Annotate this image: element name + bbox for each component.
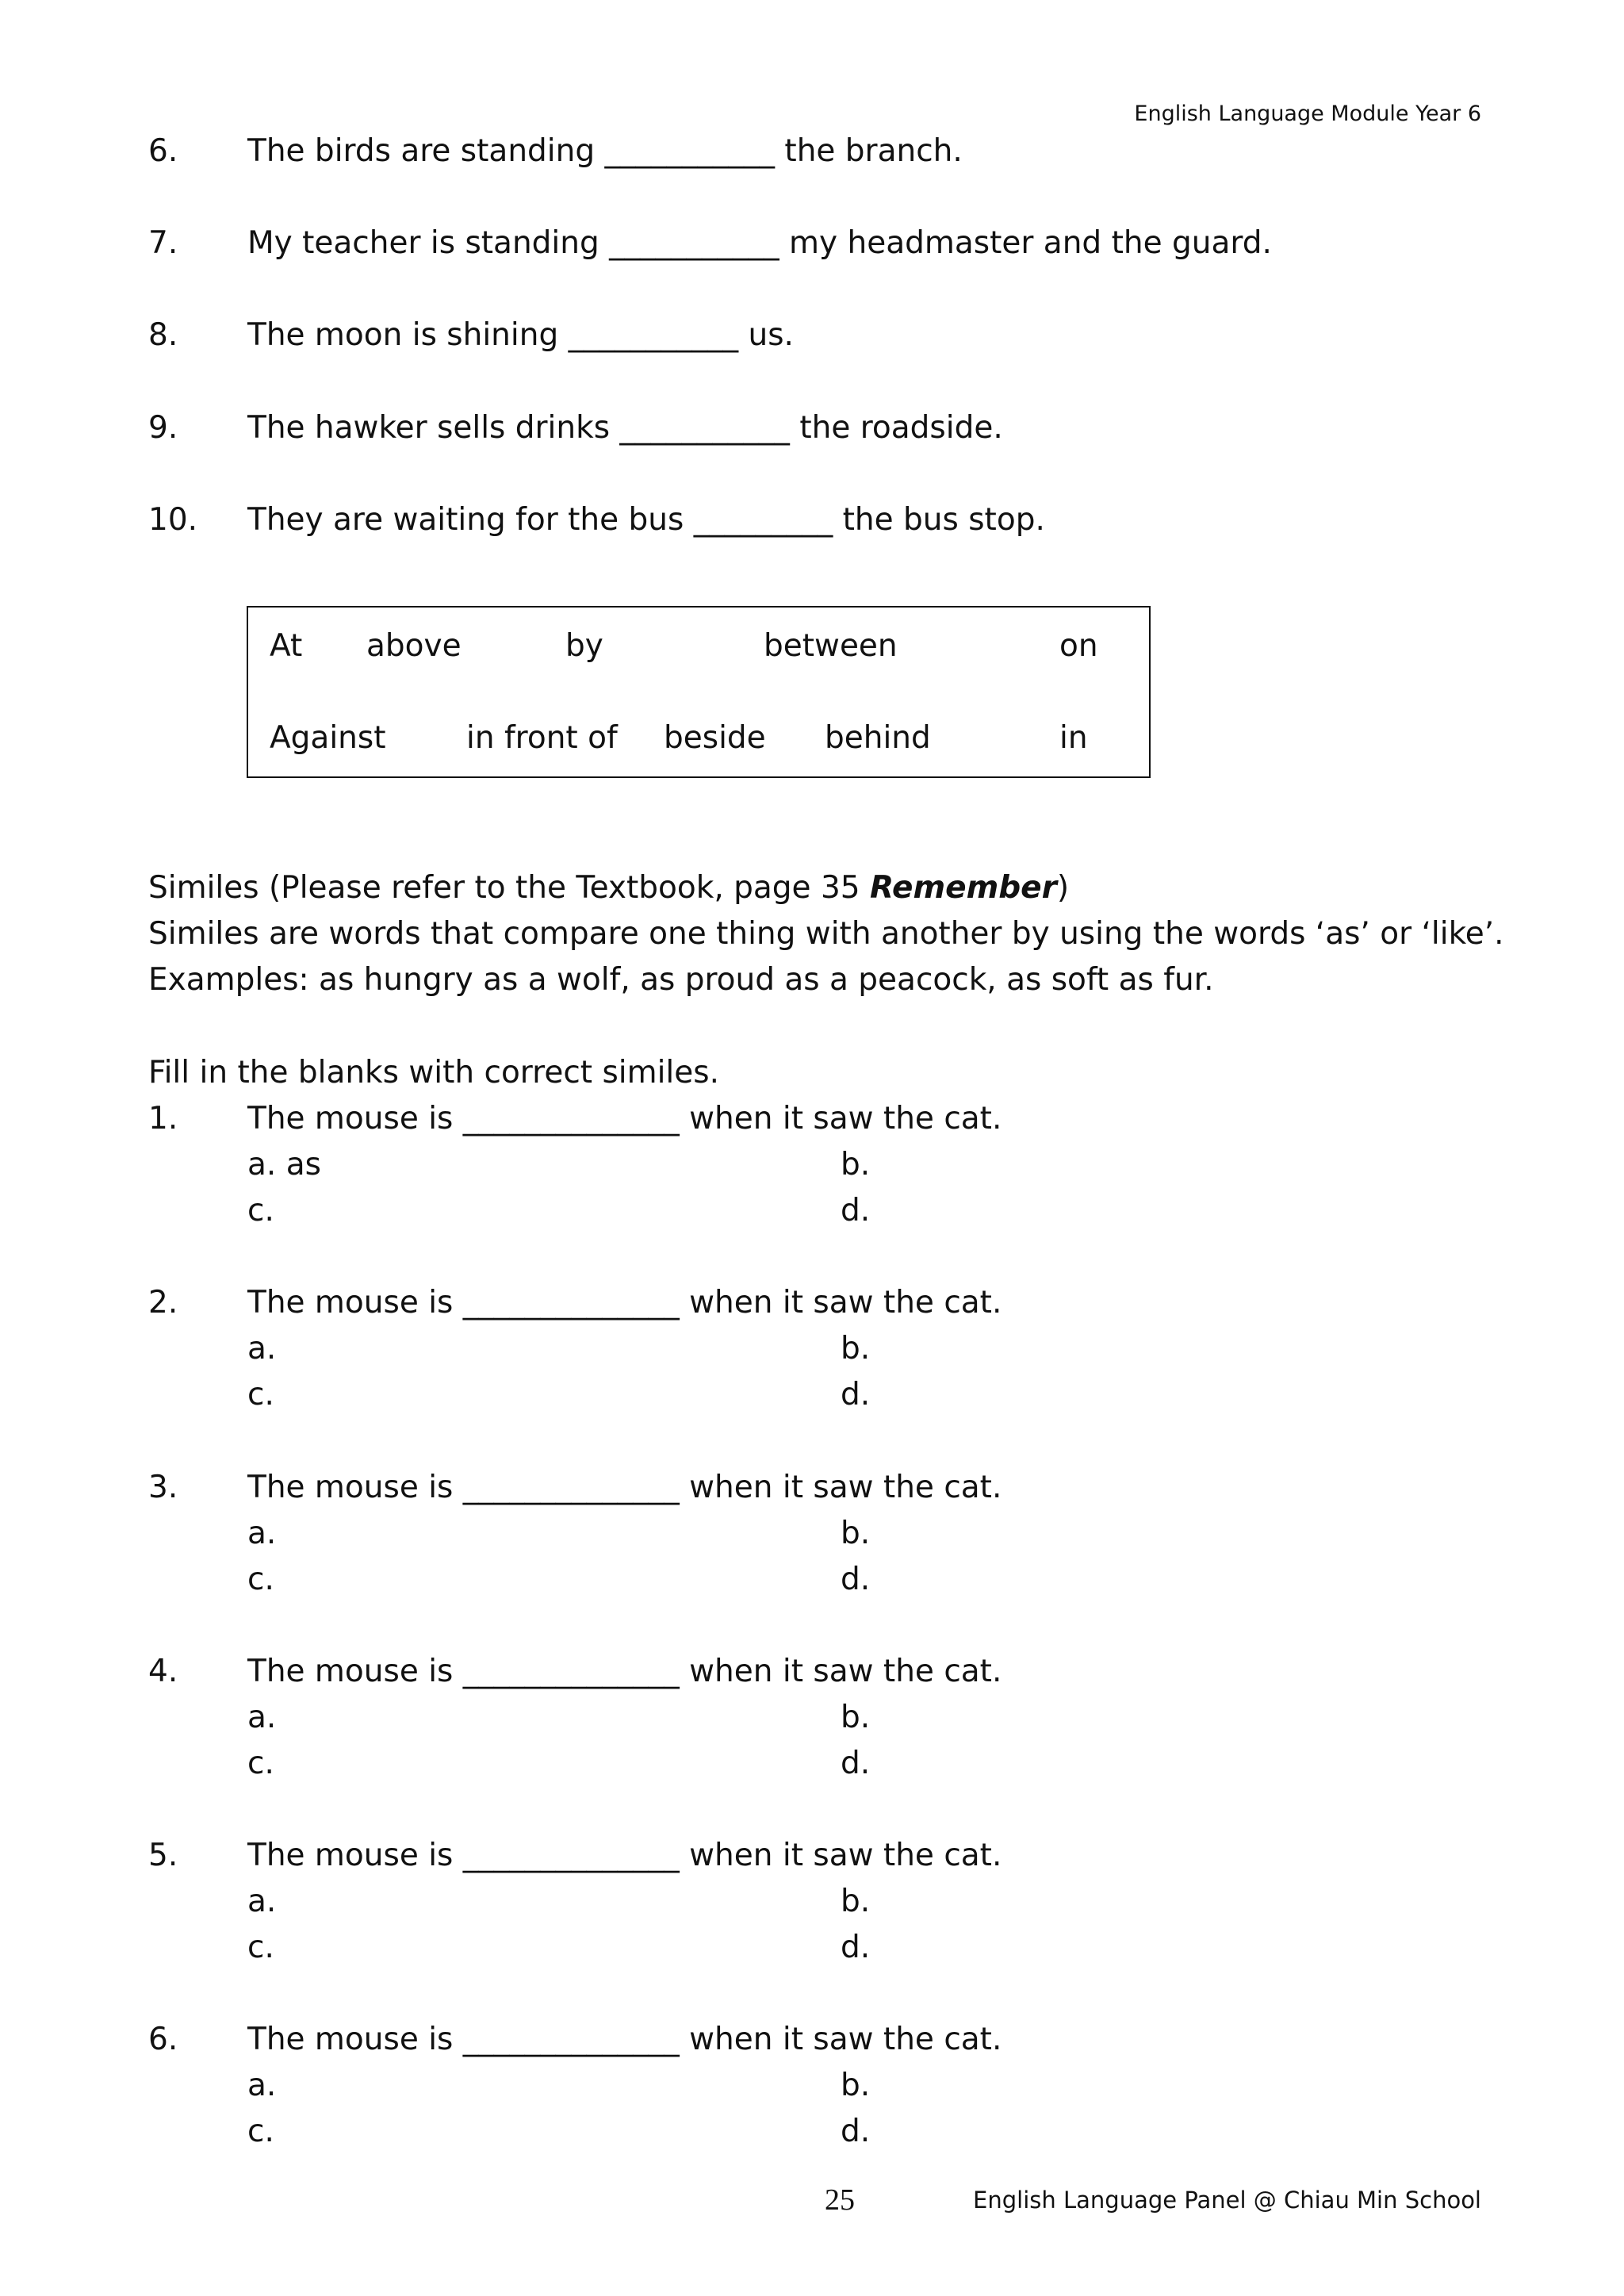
option-a[interactable]: a. <box>247 1884 277 1919</box>
answer-blank[interactable]: ___________ <box>568 317 739 353</box>
question-number: 7. <box>148 225 178 261</box>
sentence-start: The moon is shining <box>247 317 569 353</box>
option-b[interactable]: b. <box>841 2068 871 2103</box>
simile-question <box>247 1285 1002 1320</box>
option-c[interactable]: c. <box>247 1562 274 1597</box>
option-d[interactable]: d. <box>841 1746 871 1781</box>
answer-blank[interactable]: ___________ <box>619 410 790 446</box>
word-option: Against <box>270 720 386 756</box>
similes-title <box>148 870 1069 906</box>
footer-credit: English Language Panel @ Chiau Min School <box>973 2187 1481 2214</box>
sentence-start: They are waiting for the bus <box>247 502 694 538</box>
answer-blank[interactable]: ___________ <box>604 133 775 169</box>
sentence-end: when it saw the cat. <box>679 1838 1002 1873</box>
sentence-end: the branch. <box>775 133 963 169</box>
answer-blank[interactable]: ___________ <box>609 225 779 261</box>
simile-question <box>247 1838 1002 1873</box>
question-number: 10. <box>148 502 198 538</box>
question-number: 9. <box>148 410 178 446</box>
option-c[interactable]: c. <box>247 1930 274 1965</box>
option-b[interactable]: b. <box>841 1147 871 1182</box>
option-d[interactable]: d. <box>841 2114 871 2149</box>
page-header: English Language Module Year 6 <box>1134 102 1481 126</box>
answer-blank[interactable]: ______________ <box>462 1101 680 1137</box>
similes-examples: Examples: as hungry as a wolf, as proud as a peacock, as soft as fur. <box>148 962 1214 998</box>
sentence-end: when it saw the cat. <box>679 1654 1002 1689</box>
word-option: in <box>1059 720 1088 756</box>
sentence-start: The birds are standing <box>247 133 605 169</box>
simile-question <box>247 2022 1002 2057</box>
option-c[interactable]: c. <box>247 1193 274 1228</box>
answer-blank[interactable]: ______________ <box>462 1470 680 1505</box>
question-sentence <box>247 410 1003 446</box>
sentence-start: The mouse is <box>247 1470 463 1505</box>
sentence-start: The mouse is <box>247 1654 463 1689</box>
option-b[interactable]: b. <box>841 1700 871 1735</box>
similes-title-close: ) <box>1056 870 1070 906</box>
option-d[interactable]: d. <box>841 1562 871 1597</box>
simile-question <box>247 1654 1002 1689</box>
option-c[interactable]: c. <box>247 1746 274 1781</box>
question-number: 1. <box>148 1101 178 1137</box>
question-number: 6. <box>148 133 178 169</box>
answer-blank[interactable]: _________ <box>693 502 833 538</box>
question-sentence <box>247 502 1045 538</box>
sentence-end: the roadside. <box>789 410 1003 446</box>
similes-definition: Similes are words that compare one thing with another by using the words ‘as’ or ‘like’. <box>148 916 1504 952</box>
simile-question <box>247 1470 1002 1505</box>
word-option: At <box>270 628 303 664</box>
question-number: 4. <box>148 1654 178 1689</box>
option-b[interactable]: b. <box>841 1516 871 1551</box>
answer-blank[interactable]: ______________ <box>462 2022 680 2057</box>
sentence-end: when it saw the cat. <box>679 1285 1002 1320</box>
word-option: behind <box>825 720 931 756</box>
option-a[interactable]: a. <box>247 2068 277 2103</box>
sentence-start: The hawker sells drinks <box>247 410 620 446</box>
sentence-start: The mouse is <box>247 1285 463 1320</box>
question-number: 5. <box>148 1838 178 1873</box>
option-c[interactable]: c. <box>247 1377 274 1412</box>
sentence-end: the bus stop. <box>833 502 1045 538</box>
word-option: beside <box>664 720 766 756</box>
question-number: 8. <box>148 317 178 353</box>
similes-instruction: Fill in the blanks with correct similes. <box>148 1055 719 1091</box>
sentence-end: when it saw the cat. <box>679 1101 1002 1137</box>
answer-blank[interactable]: ______________ <box>462 1838 680 1873</box>
option-d[interactable]: d. <box>841 1193 871 1228</box>
option-a[interactable]: a. <box>247 1331 277 1366</box>
option-b[interactable]: b. <box>841 1884 871 1919</box>
word-option: in front of <box>466 720 618 756</box>
option-c[interactable]: c. <box>247 2114 274 2149</box>
page-number: 25 <box>825 2183 855 2217</box>
question-sentence <box>247 317 794 353</box>
option-a[interactable]: a. as <box>247 1147 321 1182</box>
word-option: on <box>1059 628 1098 664</box>
question-sentence <box>247 133 963 169</box>
sentence-start: The mouse is <box>247 1838 463 1873</box>
similes-title-text: Similes (Please refer to the Textbook, page 35 <box>148 870 870 906</box>
question-number: 2. <box>148 1285 178 1320</box>
sentence-start: The mouse is <box>247 2022 463 2057</box>
option-d[interactable]: d. <box>841 1930 871 1965</box>
sentence-start: My teacher is standing <box>247 225 610 261</box>
question-sentence <box>247 225 1272 261</box>
sentence-start: The mouse is <box>247 1101 463 1137</box>
sentence-end: us. <box>738 317 794 353</box>
option-a[interactable]: a. <box>247 1700 277 1735</box>
option-b[interactable]: b. <box>841 1331 871 1366</box>
word-option: above <box>366 628 462 664</box>
word-option: by <box>565 628 603 664</box>
word-box <box>247 606 1151 778</box>
word-option: between <box>764 628 898 664</box>
remember-label: Remember <box>869 870 1057 906</box>
question-number: 6. <box>148 2022 178 2057</box>
sentence-end: when it saw the cat. <box>679 2022 1002 2057</box>
option-d[interactable]: d. <box>841 1377 871 1412</box>
sentence-end: when it saw the cat. <box>679 1470 1002 1505</box>
simile-question <box>247 1101 1002 1137</box>
sentence-end: my headmaster and the guard. <box>779 225 1272 261</box>
answer-blank[interactable]: ______________ <box>462 1654 680 1689</box>
answer-blank[interactable]: ______________ <box>462 1285 680 1320</box>
option-a[interactable]: a. <box>247 1516 277 1551</box>
question-number: 3. <box>148 1470 178 1505</box>
